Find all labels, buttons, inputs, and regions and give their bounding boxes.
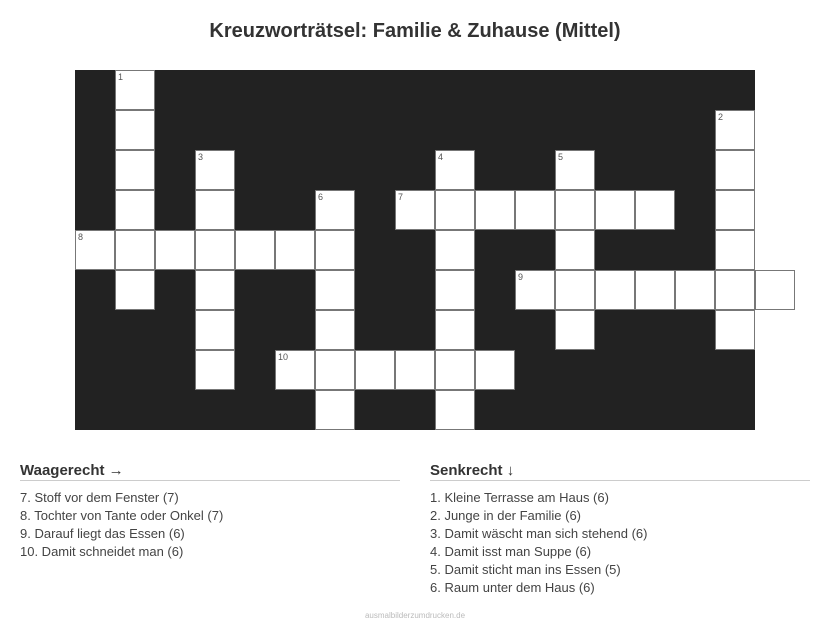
grid-cell[interactable] <box>435 230 475 270</box>
grid-cell[interactable] <box>435 350 475 390</box>
grid-cell[interactable] <box>595 270 635 310</box>
clue-across: 7. Stoff vor dem Fenster (7) <box>20 490 179 505</box>
grid-cell[interactable] <box>275 230 315 270</box>
clue-down: 5. Damit sticht man ins Essen (5) <box>430 562 621 577</box>
clue-number: 1 <box>118 72 124 82</box>
grid-cell[interactable] <box>555 190 595 230</box>
grid-cell[interactable] <box>195 150 235 190</box>
grid-cell[interactable] <box>715 270 755 310</box>
grid-cell[interactable] <box>115 110 155 150</box>
grid-cell[interactable] <box>715 150 755 190</box>
clue-number: 3 <box>198 152 204 162</box>
clue-number: 4 <box>438 152 444 162</box>
grid-cell[interactable] <box>115 70 155 110</box>
clue-number: 9 <box>518 272 524 282</box>
grid-cell[interactable] <box>635 270 675 310</box>
grid-cell[interactable] <box>475 350 515 390</box>
grid-cell[interactable] <box>555 230 595 270</box>
grid-cell[interactable] <box>395 350 435 390</box>
clue-number: 7 <box>398 192 404 202</box>
grid-cell[interactable] <box>315 350 355 390</box>
grid-cell[interactable] <box>715 230 755 270</box>
clue-across: 9. Darauf liegt das Essen (6) <box>20 526 185 541</box>
clue-number: 8 <box>78 232 84 242</box>
grid-cell[interactable] <box>395 190 435 230</box>
across-clues <box>20 462 400 561</box>
grid-cell[interactable] <box>195 230 235 270</box>
grid-cell[interactable] <box>315 310 355 350</box>
grid-cell[interactable] <box>715 110 755 150</box>
footer-credit: ausmalbilderzumdrucken.de <box>364 611 466 620</box>
clue-down: 4. Damit isst man Suppe (6) <box>430 544 592 559</box>
grid-cell[interactable] <box>435 150 475 190</box>
clue-across: 8. Tochter von Tante oder Onkel (7) <box>20 508 224 523</box>
grid-cell[interactable] <box>595 190 635 230</box>
grid-cell[interactable] <box>195 350 235 390</box>
grid-cell[interactable] <box>235 230 275 270</box>
grid-cell[interactable] <box>555 150 595 190</box>
clue-down: 2. Junge in der Familie (6) <box>430 508 582 523</box>
grid-cell[interactable] <box>515 190 555 230</box>
grid-cell[interactable] <box>435 390 475 430</box>
grid-cell[interactable] <box>715 310 755 350</box>
clue-down: 6. Raum unter dem Haus (6) <box>430 580 595 595</box>
grid-cell[interactable] <box>475 190 515 230</box>
clue-number: 5 <box>558 152 564 162</box>
grid-cell[interactable] <box>715 190 755 230</box>
grid-cell[interactable] <box>435 310 475 350</box>
grid-cell[interactable] <box>115 190 155 230</box>
down-heading: Senkrecht ↓ <box>430 462 810 481</box>
grid-cell[interactable] <box>755 270 795 310</box>
clue-down: 1. Kleine Terrasse am Haus (6) <box>430 490 609 505</box>
grid-cell[interactable] <box>195 310 235 350</box>
grid-cell[interactable] <box>635 190 675 230</box>
crossword-grid <box>75 70 755 430</box>
clue-number: 10 <box>278 352 289 362</box>
grid-cell[interactable] <box>115 270 155 310</box>
grid-cell[interactable] <box>115 150 155 190</box>
grid-cell[interactable] <box>315 270 355 310</box>
grid-cell[interactable] <box>315 230 355 270</box>
grid-cell[interactable] <box>195 270 235 310</box>
grid-cell[interactable] <box>275 350 315 390</box>
grid-cell[interactable] <box>75 230 115 270</box>
grid-cell[interactable] <box>555 310 595 350</box>
grid-cell[interactable] <box>515 270 555 310</box>
across-heading: Waagerecht → <box>20 462 400 481</box>
grid-cell[interactable] <box>435 190 475 230</box>
grid-cell[interactable] <box>315 190 355 230</box>
clue-number: 2 <box>718 112 724 122</box>
clue-down: 3. Damit wäscht man sich stehend (6) <box>430 526 648 541</box>
grid-cell[interactable] <box>435 270 475 310</box>
clue-across: 10. Damit schneidet man (6) <box>20 544 184 559</box>
grid-cell[interactable] <box>675 270 715 310</box>
grid-cell[interactable] <box>115 230 155 270</box>
grid-cell[interactable] <box>555 270 595 310</box>
clue-number: 6 <box>318 192 324 202</box>
grid-cell[interactable] <box>155 230 195 270</box>
grid-cell[interactable] <box>315 390 355 430</box>
down-clues <box>430 462 810 597</box>
grid-cell[interactable] <box>355 350 395 390</box>
page-title: Kreuzworträtsel: Familie & Zuhause (Mittel) <box>209 20 621 42</box>
grid-cell[interactable] <box>195 190 235 230</box>
